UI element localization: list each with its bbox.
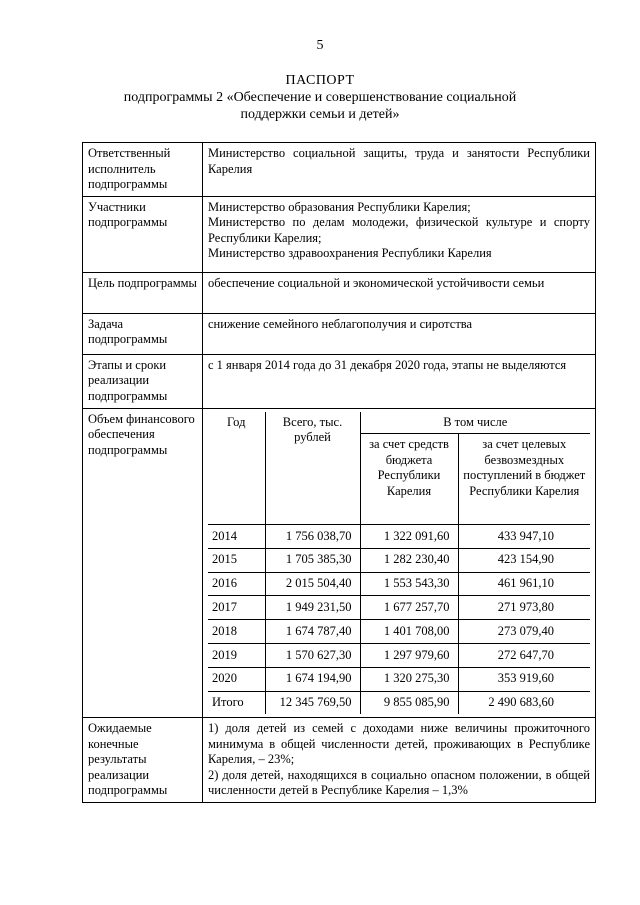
stages-label: Этапы и сроки реализации подпрограммы	[83, 354, 203, 408]
cell-total: 1 674 787,40	[265, 620, 360, 644]
cell-total: 1 705 385,30	[265, 548, 360, 572]
document-subtitle-line-1: подпрограммы 2 «Обеспечение и совершенствование социальной	[123, 90, 517, 105]
row-responsible	[83, 143, 596, 197]
results-label: Ожидаемые конечные результаты реализации подпрограммы	[83, 718, 203, 803]
cell-total: 2 015 504,40	[265, 572, 360, 596]
cell-total: 1 756 038,70	[265, 525, 360, 549]
table-row-total	[208, 691, 590, 714]
header-including: В том числе	[360, 412, 590, 434]
goal-value: обеспечение социальной и экономической устойчивости семьи	[203, 272, 596, 313]
cell-year: 2018	[208, 620, 265, 644]
row-task	[83, 313, 596, 354]
passport-table	[82, 142, 596, 803]
document-header	[0, 72, 640, 123]
cell-year: 2014	[208, 525, 265, 549]
cell-total: 12 345 769,50	[265, 691, 360, 714]
cell-grants: 461 961,10	[458, 572, 590, 596]
task-label: Задача подпрограммы	[83, 313, 203, 354]
document-subtitle-line-2: поддержки семьи и детей»	[240, 107, 400, 122]
header-grants: за счет целевых безвозмездных поступлений в бюджет Республики Карелия	[458, 434, 590, 525]
participant-item: Министерство по делам молодежи, физической культуре и спорту Республики Карелия;	[208, 215, 590, 245]
cell-total: 1 949 231,50	[265, 596, 360, 620]
financing-header-row	[208, 412, 590, 434]
responsible-value: Министерство социальной защиты, труда и занятости Республики Карелия	[203, 143, 596, 197]
cell-grants: 272 647,70	[458, 643, 590, 667]
row-stages	[83, 354, 596, 408]
results-value	[203, 718, 596, 803]
cell-year: 2015	[208, 548, 265, 572]
page-number: 5	[316, 38, 324, 53]
row-financing	[83, 408, 596, 718]
row-results	[83, 718, 596, 803]
table-row	[208, 643, 590, 667]
financing-label: Объем финансового обеспечения подпрограммы	[83, 408, 203, 718]
participants-value	[203, 196, 596, 272]
cell-year: 2020	[208, 667, 265, 691]
cell-budget: 1 677 257,70	[360, 596, 458, 620]
cell-total: 1 570 627,30	[265, 643, 360, 667]
task-value: снижение семейного неблагополучия и сиротства	[203, 313, 596, 354]
cell-grants: 423 154,90	[458, 548, 590, 572]
row-participants	[83, 196, 596, 272]
cell-budget: 1 553 543,30	[360, 572, 458, 596]
financing-cell	[203, 408, 596, 718]
participant-item: Министерство образования Республики Карелия;	[208, 199, 471, 214]
table-row	[208, 572, 590, 596]
result-item: 1) доля детей из семей с доходами ниже величины прожиточного минимума в общей численности детей, проживающих в Республике Карелия, – 23%;	[208, 721, 590, 767]
cell-budget: 1 322 091,60	[360, 525, 458, 549]
result-item: 2) доля детей, находящихся в социально опасном положении, в общей численности детей в Республике Карелия – 1,3%	[208, 767, 590, 798]
cell-year: 2019	[208, 643, 265, 667]
cell-budget: 1 282 230,40	[360, 548, 458, 572]
cell-year: 2017	[208, 596, 265, 620]
cell-grants: 2 490 683,60	[458, 691, 590, 714]
cell-budget: 9 855 085,90	[360, 691, 458, 714]
cell-grants: 271 973,80	[458, 596, 590, 620]
cell-budget: 1 401 708,00	[360, 620, 458, 644]
table-row	[208, 525, 590, 549]
cell-total: 1 674 194,90	[265, 667, 360, 691]
participants-label: Участники подпрограммы	[83, 196, 203, 272]
header-total: Всего, тыс. рублей	[265, 412, 360, 525]
responsible-label: Ответственный исполнитель подпрограммы	[83, 143, 203, 197]
goal-label: Цель подпрограммы	[83, 272, 203, 313]
financing-table	[208, 412, 590, 715]
table-row	[208, 596, 590, 620]
header-year: Год	[208, 412, 265, 525]
cell-budget: 1 320 275,30	[360, 667, 458, 691]
header-budget: за счет средств бюджета Республики Карелия	[360, 434, 458, 525]
cell-grants: 353 919,60	[458, 667, 590, 691]
table-row	[208, 667, 590, 691]
row-goal	[83, 272, 596, 313]
cell-year: Итого	[208, 691, 265, 714]
cell-grants: 433 947,10	[458, 525, 590, 549]
document-title: ПАСПОРТ	[285, 73, 355, 88]
participant-item: Министерство здравоохранения Республики Карелия	[208, 246, 492, 260]
table-row	[208, 620, 590, 644]
cell-grants: 273 079,40	[458, 620, 590, 644]
table-row	[208, 548, 590, 572]
cell-budget: 1 297 979,60	[360, 643, 458, 667]
stages-value: с 1 января 2014 года до 31 декабря 2020 года, этапы не выделяются	[203, 354, 596, 408]
cell-year: 2016	[208, 572, 265, 596]
